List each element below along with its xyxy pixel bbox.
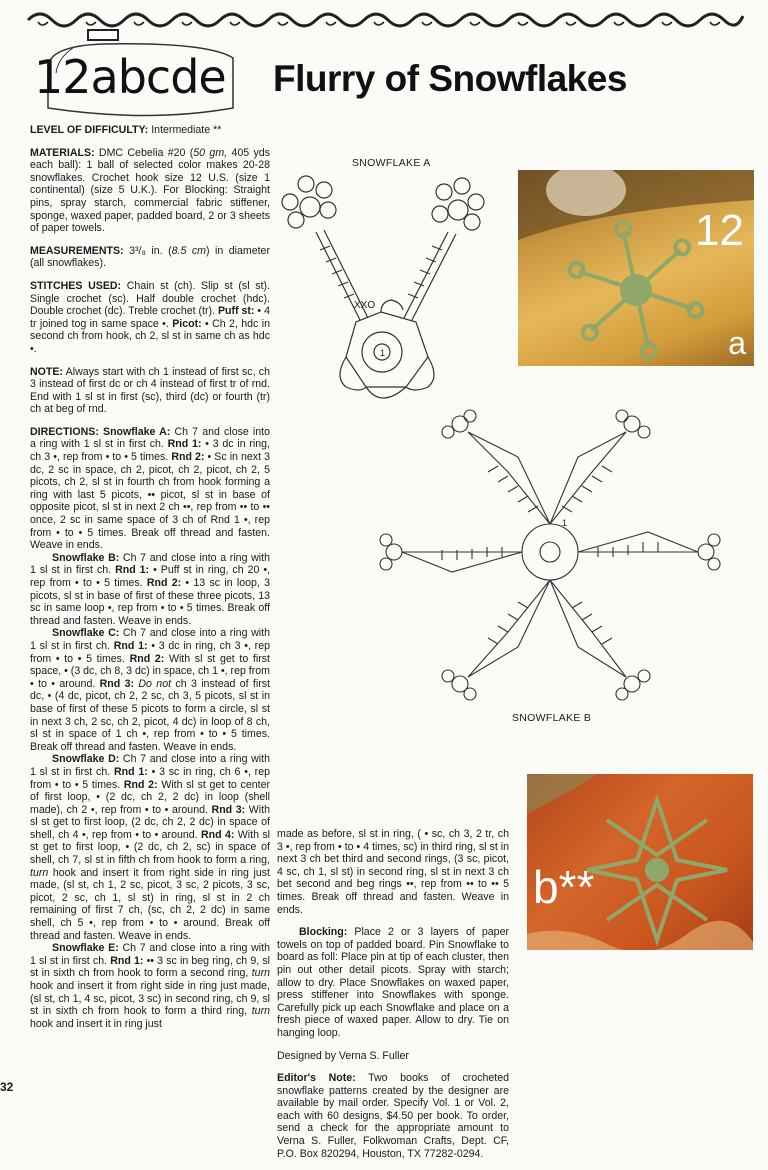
snowflake-e-continued: made as before, sl st in ring, ( • sc, ch 3, 2 tr, ch 3 •, rep from • to • 4 times, sc) in third ring, sl st in next 3 ch bet third and second rings, (3 sc, picot, 4 sc, ch 1, sl st) in second ring, sl st in next 3 ch bet second and beg rings ••, rep from •• to •• 5 times. Break off thread and fasten. Weave in ends. — [277, 828, 509, 916]
note-paragraph: NOTE: Always start with ch 1 instead of first sc, ch 3 instead of first dc or ch 4 instead of first tr of rnd. End with 1 sl st in first (sc), third (dc) or fourth (tr) ch at beg of rnd. — [30, 365, 270, 416]
svg-text:XXO: XXO — [354, 300, 376, 311]
snowflake-photo-a-image — [518, 170, 754, 366]
directions-snowflake-e: Snowflake E: Ch 7 and close into a ring with 1 sl st in first ch. Rnd 1: •• 3 sc in beg ring, ch 9, sl st in sixth ch from hook to form a second ring, turn hook and insert it from right side in ring just made, (sl st, ch 1, 4 sc, picot, 3 sc) in second ring, ch 9, sl st in sixth ch from hook to form a third ring, turn hook and insert it in ring just — [30, 942, 270, 1030]
page-number: 32 — [0, 1080, 14, 1094]
page-title: Flurry of Snowflakes — [273, 58, 627, 99]
stitches-paragraph: STITCHES USED: Chain st (ch). Slip st (sl st). Single crochet (sc). Half double crochet (hdc). Double crochet (dc). Treble crochet (tr). Puff st: • 4 tr joined tog in same space •. Picot: • Ch 2, hdc in second ch from hook, ch 2, sl st in same ch as hdc •. — [30, 279, 271, 355]
photo-a-number: 12 — [695, 206, 744, 255]
photo-snowflake-b — [527, 774, 753, 950]
snowflake-a-label: SNOWFLAKE A — [352, 157, 431, 169]
left-text-column — [30, 124, 270, 1030]
snowflake-b-diagram — [368, 402, 728, 712]
photo-a-letter: a — [728, 325, 746, 361]
directions-snowflake-c: Snowflake C: Ch 7 and close into a ring with 1 sl st in first ch. Rnd 1: • 3 dc in ring, ch 3 •, rep from • to • 5 times. Rnd 2: With sl st get to first space, • (3 dc, ch 8, 3 dc) in space, ch 1 •, rep from • to • around. Rnd 3: Do not ch 3 instead of first dc, • (4 dc, picot, ch 2, 2 sc, ch 3, 5 picots, sl st in base of first of these 5 picots to form a circle, sl st in next 3 ch, 2 sc, ch 2, picot, 4 dc) in loop of 8 ch, sl st in space of 1 ch •, rep from • to • 5 times. Break off thread and fasten. Weave in ends. — [30, 627, 270, 753]
photo-b-tag: b** — [533, 861, 595, 913]
diagram-a-round-mark: 1 — [380, 348, 386, 358]
directions-snowflake-b: Snowflake B: Ch 7 and close into a ring with 1 sl st in first ch. Rnd 1: • Puff st in ring, ch 20 •, rep from • to • 5 times. Rnd 2: • 13 sc in loop, 3 picots, sl st in base of first of these three picots, 13 sc in same loop •, rep from • to • 5 times. Break off thread and fasten. Weave in ends. — [30, 551, 270, 627]
editors-note: Editor's Note: Two books of crocheted snowflake patterns created by the designer are available by mail order. Specify Vol. 1 or Vol. 2, each with 60 designs, $4.50 per book. To order, send a check for the appropriate amount to Verna S. Fuller, Folkwoman Crafts, Dept. CF, P.O. Box 820294, Houston, TX 77282-0294. — [277, 1072, 510, 1160]
pattern-number: 12abcde — [34, 50, 226, 104]
photo-snowflake-a — [518, 170, 754, 366]
snowflake-a-diagram — [276, 172, 506, 412]
materials-paragraph: MATERIALS: DMC Cebelia #20 (50 gm, 405 yds each ball): 1 ball of selected color makes 20-28 snowflakes. Crochet hook size 12 U.S. (size 1 continental) (size 5 U.K.). For Blocking: Straight pins, spray starch, commercial fabric stiffener, sponge, waxed paper, padded board, 2 or 3 sheets of paper towels. — [30, 146, 270, 235]
difficulty-paragraph: LEVEL OF DIFFICULTY: Intermediate ** — [30, 124, 222, 136]
directions-snowflake-a: DIRECTIONS: Snowflake A: Ch 7 and close into a ring with 1 sl st in first ch. Rnd 1: • 3 dc in ring, ch 3 •, rep from • to • 5 times. Rnd 2: • Sc in next 3 dc, 2 sc in space, ch 2, picot, ch 2, picot, ch 2, 5 picots, ch 2, sl st in fourth ch from hook forming a ring with last 5 picots, •• picot, sl st in base of opposite picot, sl st in next 2 ch ••, rep from •• to •• once, 2 sc in same space of 3 ch of Rnd 1 •, rep from • to • 5 times. Break off thread and fasten. Weave in ends. — [30, 425, 271, 552]
snowflake-b-label: SNOWFLAKE B — [512, 712, 592, 724]
designer-credit: Designed by Verna S. Fuller — [277, 1049, 409, 1062]
middle-text-column — [277, 828, 509, 1170]
blocking-paragraph: Blocking: Place 2 or 3 layers of paper towels on top of padded board. Pin Snowflake to board as foll: Place pin at tip of each cluster, then pin out other detail picots. Spray with starch; allow to dry. Place Snowflakes on waxed paper, press stiffener into Snowflakes with sponge. Carefully pick up each Snowflake and place on a fresh piece of waxed paper. Allow to dry. Tie on hanging loop. — [277, 926, 509, 1039]
directions-snowflake-d: Snowflake D: Ch 7 and close into a ring with 1 sl st in first ch. Rnd 1: • 3 sc in ring, ch 6 •, rep from • to • 5 times. Rnd 2: With sl st get to center of first loop, • (2 dc, ch 2, 2 dc) in loop (shell made), ch 2 •, rep from • to • around. Rnd 3: With sl st get to first loop, (2 dc, ch 2, 2 dc) in space of shell, ch 4 •, rep from • to • around. Rnd 4: With sl st get to first loop, • (2 dc, ch 2, sc) in space of shell, ch 7, sl st in fifth ch from hook to form a ring, turn hook and insert it from right side in ring just made, (sl st, ch 1, 2 sc, picot, 3 sc, 2 picots, 3 sc, picot, 2 sc, ch 1, sl st) in ring, sl st in 2 ch remaining of first 7 ch, (sc, ch 2, 2 dc) in same shell, ch 5 •, rep from • to • around. Break off thread and fasten. Weave in ends. — [30, 753, 270, 942]
diagram-b-round-mark: 1 — [562, 518, 568, 528]
measurements-paragraph: MEASUREMENTS: 3³/₈ in. (8.5 cm) in diameter (all snowflakes). — [30, 244, 270, 270]
